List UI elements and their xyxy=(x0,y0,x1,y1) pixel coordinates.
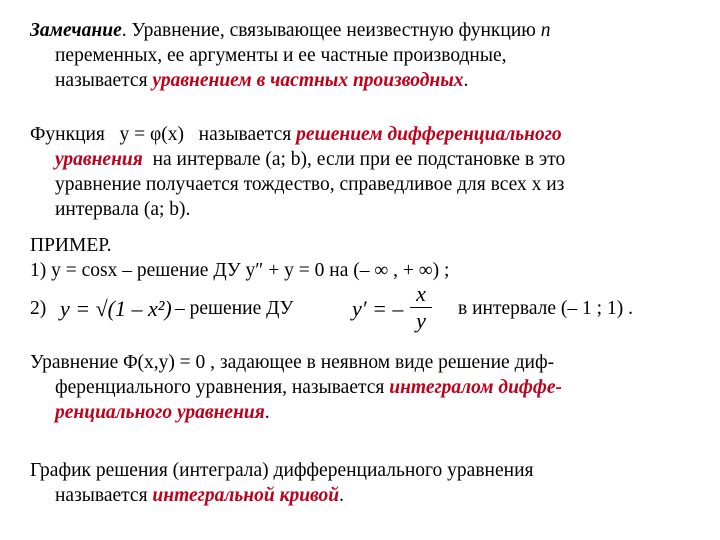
solution-definition xyxy=(30,122,690,222)
period: . xyxy=(339,485,344,506)
period: . xyxy=(463,70,469,91)
solution-line-4: интервала (a; b). xyxy=(55,199,191,220)
curve-text-2: называется xyxy=(55,485,153,506)
example-heading: ПРИМЕР. xyxy=(30,235,112,256)
example-block xyxy=(30,233,690,283)
formula-sqrt: y = √(1 – x²) xyxy=(60,296,172,321)
remark-line-3 xyxy=(30,68,690,93)
term-solution: решением дифференциального xyxy=(296,124,562,145)
solution-line-3: уравнение получается тождество, справедливое для всех x из xyxy=(55,174,565,195)
term-equation: уравнения xyxy=(55,149,143,170)
remark-text-1: . Уравнение, связывающее неизвестную функцию xyxy=(121,20,541,41)
fraction-denominator: y xyxy=(416,308,426,333)
example-interval: в интервале (– 1 ; 1) . xyxy=(458,298,633,319)
term-integral-1: интегралом диффе- xyxy=(389,377,563,398)
integral-line-2 xyxy=(30,375,690,400)
curve-line-1: График решения (интеграла) дифференциального уравнения xyxy=(30,460,534,481)
term-integral-curve: интегральной кривой xyxy=(152,485,340,506)
integral-line-1: Уравнение Φ(x,y) = 0 , задающее в неявном виде решение диф- xyxy=(30,352,555,373)
de-fraction xyxy=(410,282,432,333)
remark-line-1 xyxy=(30,18,690,43)
curve-line-2 xyxy=(30,483,690,508)
solution-line-2 xyxy=(30,147,690,172)
variable-n: n xyxy=(540,20,551,41)
example-item-1: 1) y = cosx – решение ДУ y″ + y = 0 на (– ∞ , + ∞) ; xyxy=(30,260,450,281)
remark-text-3: называется xyxy=(55,70,153,91)
period: . xyxy=(264,402,270,423)
integral-definition xyxy=(30,350,690,425)
fraction-numerator: x xyxy=(416,281,426,306)
integral-text-2: ференциального уравнения, называется xyxy=(55,377,390,398)
solution-text-1: Функция xyxy=(30,124,105,145)
solution-text-2: называется xyxy=(198,124,292,145)
formula-phi: y = φ(x) xyxy=(119,124,185,145)
remark-paragraph xyxy=(30,18,690,93)
de-lhs: y′ = – xyxy=(352,296,404,321)
remark-line-2: переменных, ее аргументы и ее частные производные, xyxy=(55,45,507,66)
example-item-2-text: – решение ДУ xyxy=(175,298,294,319)
term-integral-2: ренциального уравнения xyxy=(55,402,265,423)
solution-text-3: на интервале (a; b), если при ее подстановке в это xyxy=(152,149,566,170)
integral-line-3 xyxy=(30,400,690,425)
remark-label: Замечание xyxy=(30,20,122,41)
solution-line-1 xyxy=(30,122,690,147)
example-item-2-number: 2) xyxy=(30,298,47,319)
term-pde: уравнением в частных производных xyxy=(152,70,464,91)
curve-definition xyxy=(30,458,690,508)
